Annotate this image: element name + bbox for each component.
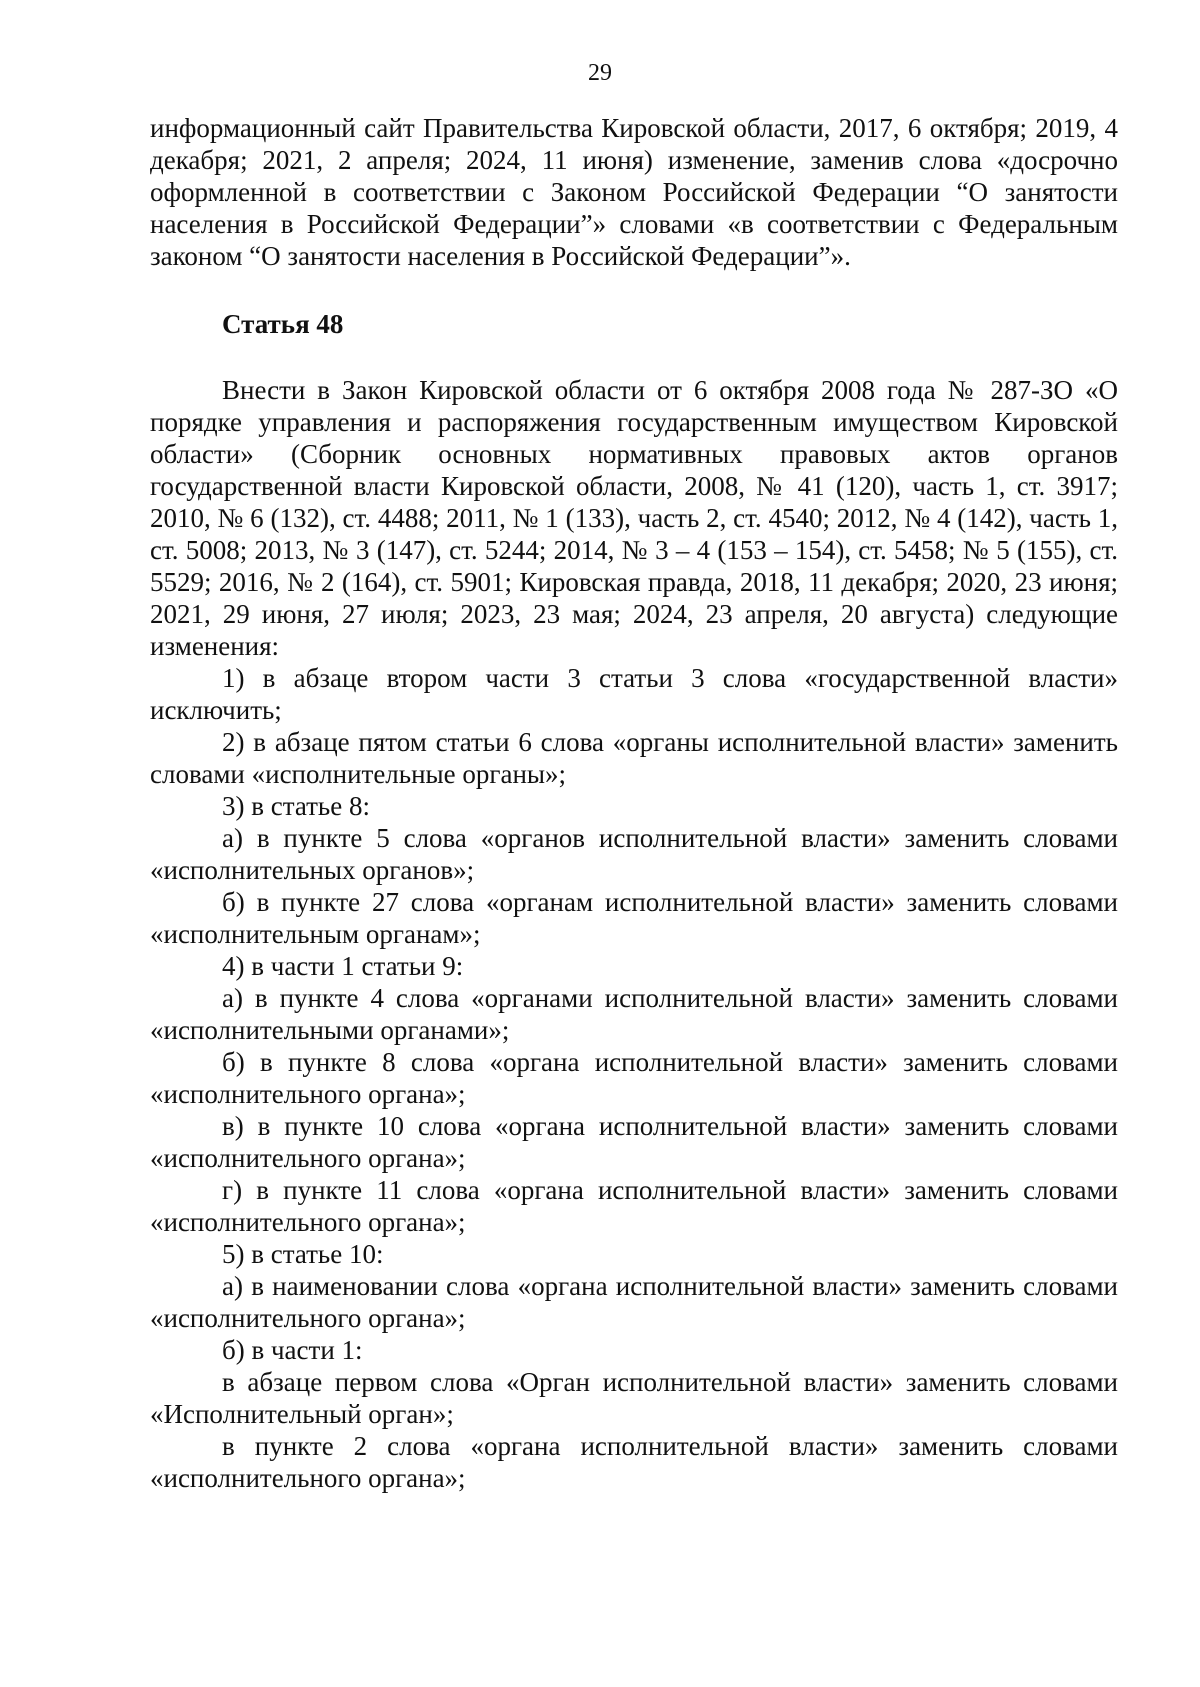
paragraph-item-5b-first: в абзаце первом слова «Орган исполнительной власти» заменить словами «Исполнительный орган»; bbox=[150, 1367, 1118, 1429]
article-heading: Статья 48 bbox=[222, 309, 344, 339]
paragraph-item-5b-second: в пункте 2 слова «органа исполнительной власти» заменить словами «исполнительного органа»; bbox=[150, 1431, 1118, 1493]
paragraph-item-2: 2) в абзаце пятом статьи 6 слова «органы исполнительной власти» заменить словами «исполнительные органы»; bbox=[150, 727, 1118, 789]
page-number: 29 bbox=[588, 60, 612, 86]
paragraph-item-4: 4) в части 1 статьи 9: bbox=[222, 951, 464, 981]
paragraph-item-1: 1) в абзаце втором части 3 статьи 3 слова «государственной власти» исключить; bbox=[150, 663, 1118, 725]
paragraph-item-5b: б) в части 1: bbox=[222, 1335, 363, 1365]
paragraph-item-5a: а) в наименовании слова «органа исполнительной власти» заменить словами «исполнительного органа»; bbox=[150, 1271, 1118, 1333]
paragraph-item-4a: а) в пункте 4 слова «органами исполнительной власти» заменить словами «исполнительными органами»; bbox=[150, 983, 1118, 1045]
paragraph-item-4g: г) в пункте 11 слова «органа исполнительной власти» заменить словами «исполнительного органа»; bbox=[150, 1175, 1118, 1237]
paragraph-main-amendment: Внести в Закон Кировской области от 6 октября 2008 года № 287-ЗО «О порядке управления и распоряжения государственным имуществом Кировской области» (Сборник основных нормативных правовых актов органов государственной власти Кировской области, 2008, № 41 (120), часть 1, ст. 3917; 2010, № 6 (132), ст. 4488; 2011, № 1 (133), часть 2, ст. 4540; 2012, № 4 (142), часть 1, ст. 5008; 2013, № 3 (147), ст. 5244; 2014, № 3 – 4 (153 – 154), ст. 5458; № 5 (155), ст. 5529; 2016, № 2 (164), ст. 5901; Кировская правда, 2018, 11 декабря; 2020, 23 июня; 2021, 29 июня, 27 июля; 2023, 23 мая; 2024, 23 апреля, 20 августа) следующие изменения: bbox=[150, 375, 1118, 661]
paragraph-item-5: 5) в статье 10: bbox=[222, 1239, 384, 1269]
paragraph-item-4v: в) в пункте 10 слова «органа исполнительной власти» заменить словами «исполнительного органа»; bbox=[150, 1111, 1118, 1173]
document-body bbox=[150, 112, 1118, 1494]
paragraph-item-3: 3) в статье 8: bbox=[222, 791, 370, 821]
paragraph-item-3a: а) в пункте 5 слова «органов исполнительной власти» заменить словами «исполнительных органов»; bbox=[150, 823, 1118, 885]
intro-paragraph: информационный сайт Правительства Кировской области, 2017, 6 октября; 2019, 4 декабря; 2021, 2 апреля; 2024, 11 июня) изменение, заменив слова «досрочно оформленной в соответствии с Законом Российской Федерации “О занятости населения в Российской Федерации”» словами «в соответствии с Федеральным законом “О занятости населения в Российской Федерации”». bbox=[150, 113, 1118, 271]
paragraph-item-3b: б) в пункте 27 слова «органам исполнительной власти» заменить словами «исполнительным органам»; bbox=[150, 887, 1118, 949]
paragraph-item-4b: б) в пункте 8 слова «органа исполнительной власти» заменить словами «исполнительного органа»; bbox=[150, 1047, 1118, 1109]
